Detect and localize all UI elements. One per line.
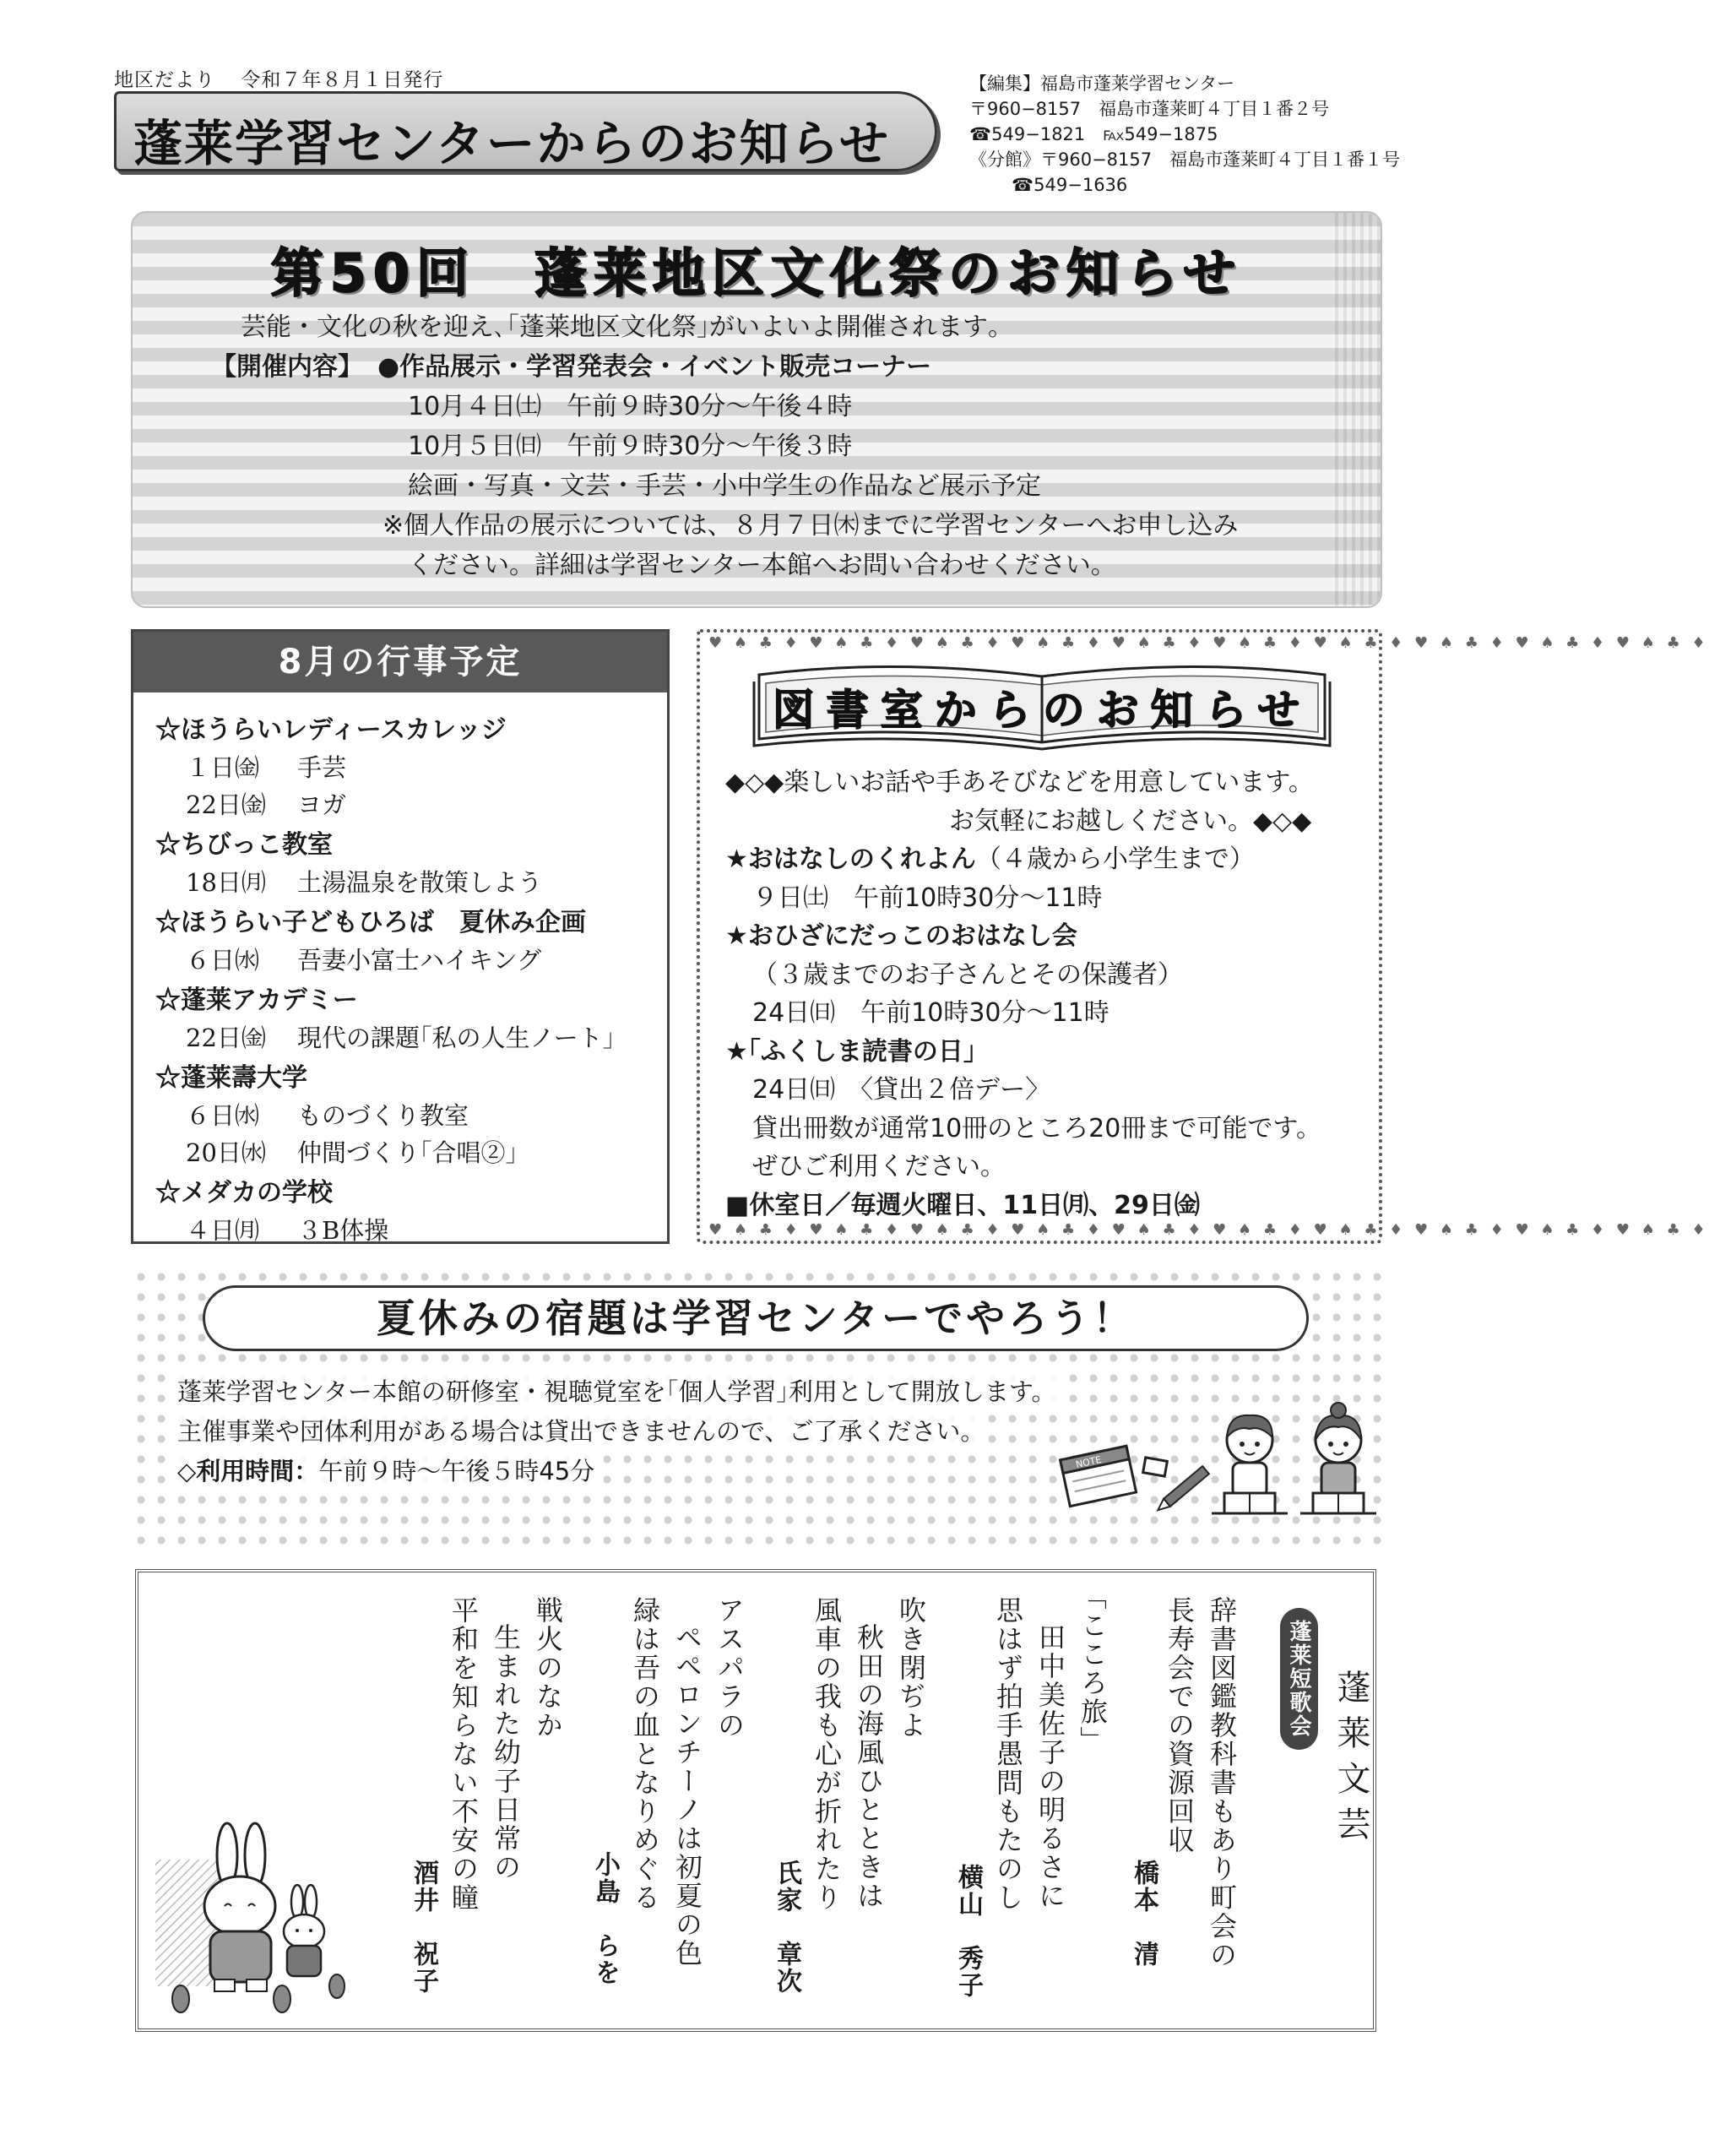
schedule-item-date: ４日㈪	[186, 1216, 260, 1245]
schedule-group-name: ☆蓬莱壽大学	[155, 1063, 307, 1093]
poem-2-line-3: 思はず拍手愚問もたのし	[992, 1596, 1024, 1912]
library-line: 貸出冊数が通常10冊のところ20冊まで可能です。	[752, 1113, 1321, 1143]
poem-3-line-3: 風車の我も心が折れたり	[811, 1596, 843, 1912]
festival-exhibits: 絵画・写真・文芸・手芸・小中学生の作品など展示予定	[408, 471, 1041, 501]
editor-line: 《分館》〒960−8157 福島市蓬莱町４丁目１番１号	[969, 149, 1401, 170]
schedule-group-name: ☆ちびっこ教室	[155, 830, 333, 860]
library-line: ★おひざにだっこのおはなし会	[725, 921, 1077, 951]
schedule-group	[155, 711, 667, 823]
homework-line-1: 蓬莱学習センター本館の研修室・視聴覚室を｢個人学習｣利用として開放します。	[177, 1372, 1056, 1412]
schedule-group	[155, 1174, 667, 1249]
library-body	[725, 763, 1321, 1225]
schedule-item-event: 吾妻小富士ハイキング	[297, 946, 542, 975]
schedule-item	[155, 942, 667, 979]
editor-line: ☎549−1821 ℻549−1875	[969, 124, 1218, 144]
issue-name: 地区だより	[114, 69, 215, 91]
schedule-item-date: 22日㈮	[186, 1024, 266, 1052]
suit-border-top: ♥ ♠ ♣ ♦ ♥ ♠ ♣ ♦ ♥ ♠ ♣ ♦ ♥ ♠ ♣ ♦ ♥ ♠ ♣ ♦ ♥ ♠ ♣ ♦ ♥ ♠ ♣ ♦ ♥ ♠ ♣ ♦ ♥ ♠ ♣ ♦ ♥ ♠ ♣ ♦	[708, 634, 1709, 652]
poem-4-line-3: 緑は吾の血となりめぐる	[629, 1596, 661, 1912]
poem-2-line-1: ｢こころ旅｣	[1077, 1596, 1109, 1742]
schedule-group	[155, 981, 667, 1056]
poem-1-author: 橋本 清	[1129, 1860, 1158, 1968]
editor-info	[969, 71, 1400, 198]
festival-date-2: 10月５日㈰ 午前９時30分〜午後３時	[408, 432, 853, 461]
poem-5-line-2: 生まれた幼子日常の	[490, 1623, 522, 1882]
schedule-item	[155, 1097, 667, 1134]
editor-line: 〒960−8157 福島市蓬莱町４丁目１番２号	[969, 99, 1330, 119]
festival-label: 【開催内容】	[211, 352, 363, 382]
poem-4-line-2: ペペロンチーノは初夏の色	[671, 1623, 703, 1968]
poem-3-author: 氏家 章次	[772, 1860, 801, 1995]
festival-section	[131, 211, 1382, 608]
festival-date-1: 10月４日㈯ 午前９時30分〜午後４時	[408, 392, 853, 421]
homework-time-label: ◇利用時間：	[177, 1457, 319, 1485]
library-line: ◆◇◆楽しいお話や手あそびなどを用意しています。	[725, 768, 1314, 797]
festival-content: ●作品展示・学習発表会・イベント販売コーナー	[377, 352, 932, 382]
editor-line: 【編集】福島市蓬莱学習センター	[969, 73, 1235, 94]
poem-1-line-2: 長寿会での資源回収	[1164, 1596, 1196, 1855]
homework-time-value: 午前９時〜午後５時45分	[318, 1457, 595, 1485]
poem-3-line-1: 吹き閉ぢよ	[895, 1596, 927, 1740]
schedule-group	[155, 1059, 667, 1171]
issue-date: 令和７年８月１日発行	[241, 69, 444, 91]
festival-intro: 芸能・文化の秋を迎え､｢蓬莱地区文化祭｣がいよいよ開催されます｡	[241, 312, 1001, 342]
book-banner	[751, 658, 1333, 751]
library-title: 図書室からのお知らせ	[772, 686, 1312, 735]
schedule-item	[155, 1134, 667, 1171]
literature-title: 蓬莱文芸	[1332, 1670, 1370, 1852]
poem-5-author: 酒井 祝子	[409, 1860, 438, 1995]
notebook-icon	[1061, 1446, 1137, 1506]
rabbit-family-illustration	[155, 1826, 358, 2020]
library-line: ９日㈯ 午前10時30分〜11時	[752, 882, 1103, 913]
schedule-item-date: ６日㈬	[186, 946, 260, 975]
editor-line: ☎549−1636	[1012, 175, 1128, 195]
poem-1-line-1: 辞書図鑑教科書もあり町会の	[1206, 1596, 1238, 1969]
schedule-item	[155, 1212, 667, 1249]
homework-line-2: 主催事業や団体利用がある場合は貸出できませんので、ご了承ください。	[177, 1412, 985, 1452]
schedule-group-name: ☆蓬莱アカデミー	[155, 986, 358, 1015]
schedule-section	[131, 629, 670, 1244]
issue-info	[114, 64, 462, 92]
poem-2-line-2: 田中美佐子の明るさに	[1034, 1623, 1066, 1910]
poem-5-line-1: 戦火のなか	[532, 1596, 564, 1740]
schedule-item-date: 22日㈮	[186, 790, 266, 819]
page-title: 蓬莱学習センターからのお知らせ	[133, 115, 890, 172]
schedule-item	[155, 1019, 667, 1056]
schedule-item	[155, 786, 667, 823]
library-line: 24日㈰ 午前10時30分〜11時	[752, 998, 1109, 1028]
suit-border-bottom: ♥ ♠ ♣ ♦ ♥ ♠ ♣ ♦ ♥ ♠ ♣ ♦ ♥ ♠ ♣ ♦ ♥ ♠ ♣ ♦ ♥ ♠ ♣ ♦ ♥ ♠ ♣ ♦ ♥ ♠ ♣ ♦ ♥ ♠ ♣ ♦ ♥ ♠ ♣ ♦	[708, 1221, 1709, 1239]
poem-2-author: 横山 秀子	[953, 1864, 983, 1999]
svg-text:NOTE: NOTE	[1074, 1453, 1103, 1470]
schedule-group-name: ☆ほうらい子どもひろば 夏休み企画	[155, 908, 586, 937]
club-badge: 蓬莱短歌会	[1280, 1608, 1318, 1750]
schedule-item	[155, 749, 667, 786]
schedule-list	[133, 692, 667, 1249]
library-section	[697, 629, 1709, 1244]
library-line: ★おはなしのくれよん（４歳から小学生まで）	[725, 844, 1255, 874]
homework-title: 夏休みの宿題は学習センターでやろう！	[203, 1285, 1309, 1351]
schedule-item-event: 現代の課題｢私の人生ノート｣	[297, 1024, 616, 1052]
poem-5-line-3: 平和を知らない不安の瞳	[448, 1596, 480, 1912]
library-line: ぜひご利用ください。	[752, 1152, 1006, 1181]
schedule-group	[155, 904, 667, 979]
schedule-item-event: ヨガ	[297, 790, 347, 819]
title-banner	[114, 91, 937, 171]
homework-time	[177, 1452, 594, 1491]
schedule-item-event: 仲間づくり｢合唱②｣	[297, 1138, 518, 1167]
kid-girl-icon	[1300, 1403, 1376, 1513]
festival-note-2: ください。詳細は学習センター本館へお問い合わせください。	[408, 551, 1116, 580]
poem-4-line-1: アスパラの	[713, 1596, 746, 1740]
schedule-item-date: １日㈮	[186, 753, 260, 782]
library-line: お気軽にお越しください。◆◇◆	[949, 806, 1312, 836]
festival-note-1: ※個人作品の展示については、８月７日㈭までに学習センターへお申し込み	[382, 511, 1239, 540]
poem-3-line-2: 秋田の海風ひとときは	[853, 1623, 885, 1910]
schedule-title: 8月の行事予定	[133, 632, 667, 692]
poem-4-author: 小島 らを	[590, 1851, 620, 1986]
library-line: ■休室日／毎週火曜日、11日㈪、29日㈮	[725, 1190, 1200, 1220]
schedule-item-event: ３B体操	[297, 1216, 389, 1245]
schedule-group-name: ☆ほうらいレディースカレッジ	[155, 715, 507, 745]
schedule-item-event: 手芸	[297, 753, 347, 782]
kid-boy-icon	[1212, 1415, 1288, 1513]
schedule-group	[155, 826, 667, 901]
library-line: 24日㈰ 〈貸出２倍デー〉	[752, 1075, 1051, 1105]
schedule-item	[155, 864, 667, 901]
library-line: （３歳までのお子さんとその保護者）	[752, 959, 1183, 990]
library-line: ★｢ふくしま読書の日｣	[725, 1036, 976, 1067]
schedule-item-event: ものづくり教室	[297, 1101, 469, 1130]
schedule-item-event: 土湯温泉を散策しよう	[297, 868, 543, 897]
literature-section	[135, 1569, 1376, 2032]
homework-section	[131, 1267, 1382, 1545]
studying-kids-illustration	[1060, 1393, 1381, 1537]
schedule-group-name: ☆メダカの学校	[155, 1178, 333, 1208]
schedule-item-date: ６日㈬	[186, 1101, 260, 1130]
festival-title: 第50回 蓬莱地区文化祭のお知らせ	[270, 242, 1243, 304]
schedule-item-date: 18日㈪	[186, 868, 266, 897]
schedule-item-date: 20日㈬	[186, 1138, 266, 1167]
